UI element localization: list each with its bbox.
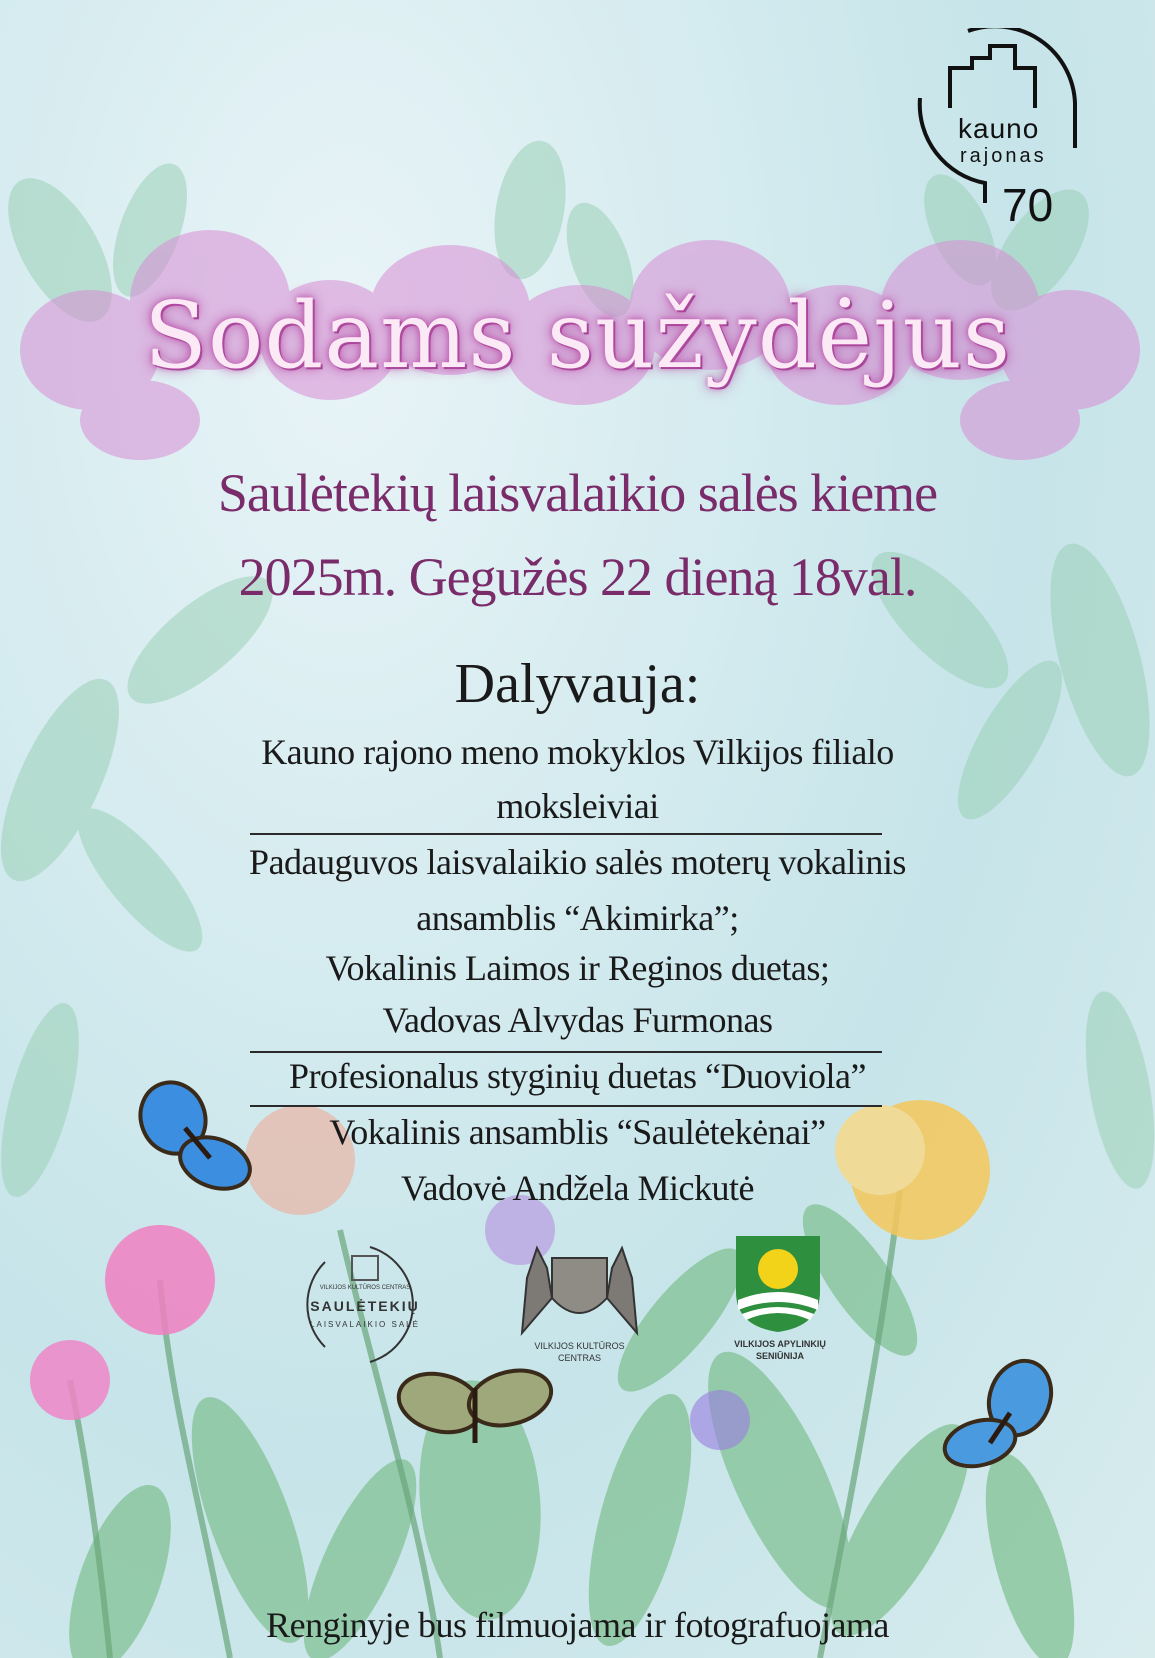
participant-line: ansamblis “Akimirka”; xyxy=(416,898,739,938)
divider xyxy=(250,1051,882,1053)
butterfly-icon xyxy=(935,1358,1060,1473)
logo-text-rajonas: rajonas xyxy=(960,145,1047,167)
logo-number-70: 70 xyxy=(1002,179,1054,231)
event-date: 2025m. Gegužės 22 dieną 18val. xyxy=(238,547,917,607)
logo-text-kauno: kauno xyxy=(958,113,1040,144)
sauletekiu-subtitle: LAISVALAIKIO SALĖ xyxy=(310,1320,420,1329)
seniunija-name-line2: SENIŪNIJA xyxy=(755,1351,804,1361)
butterfly-icon xyxy=(135,1078,260,1198)
vkc-name-line2: CENTRAS xyxy=(557,1353,601,1363)
vkc-name-line1: VILKIJOS KULTŪROS xyxy=(534,1341,625,1351)
participant-line: moksleiviai xyxy=(496,786,659,826)
event-title: Sodams sužydėjus xyxy=(143,282,1012,389)
participants-heading: Dalyvauja: xyxy=(454,653,701,715)
divider xyxy=(250,1105,882,1107)
event-venue: Saulėtekių laisvalaikio salės kieme xyxy=(217,463,938,523)
vilkijos-seniunija-logo xyxy=(720,1234,840,1369)
filming-notice: Renginyje bus filmuojama ir fotografuojama xyxy=(266,1605,889,1645)
vilkijos-kulturos-centras-logo xyxy=(512,1238,647,1368)
participant-line: Vadovė Andžela Mickutė xyxy=(401,1168,754,1208)
seniunija-name-line1: VILKIJOS APYLINKIŲ xyxy=(734,1339,826,1349)
sauletekiu-top-text: VILKIJOS KULTŪROS CENTRAS xyxy=(319,1285,411,1291)
participant-line: Padauguvos laisvalaikio salės moterų vokalinis xyxy=(249,842,906,882)
sauletekiu-logo xyxy=(300,1242,430,1367)
participant-line: Vokalinis ansamblis “Saulėtekėnai” xyxy=(329,1112,826,1152)
participant-line: Kauno rajono meno mokyklos Vilkijos filialo xyxy=(261,732,894,772)
participant-line: Vokalinis Laimos ir Reginos duetas; xyxy=(325,948,830,988)
sauletekiu-name: SAULĖTEKIŲ xyxy=(310,1298,420,1314)
participant-line: Vadovas Alvydas Furmonas xyxy=(382,1000,773,1040)
butterfly-icon xyxy=(395,1368,555,1448)
participant-line: Profesionalus styginių duetas “Duoviola” xyxy=(289,1056,866,1096)
kauno-rajonas-70-logo xyxy=(910,28,1090,238)
divider xyxy=(250,833,882,835)
